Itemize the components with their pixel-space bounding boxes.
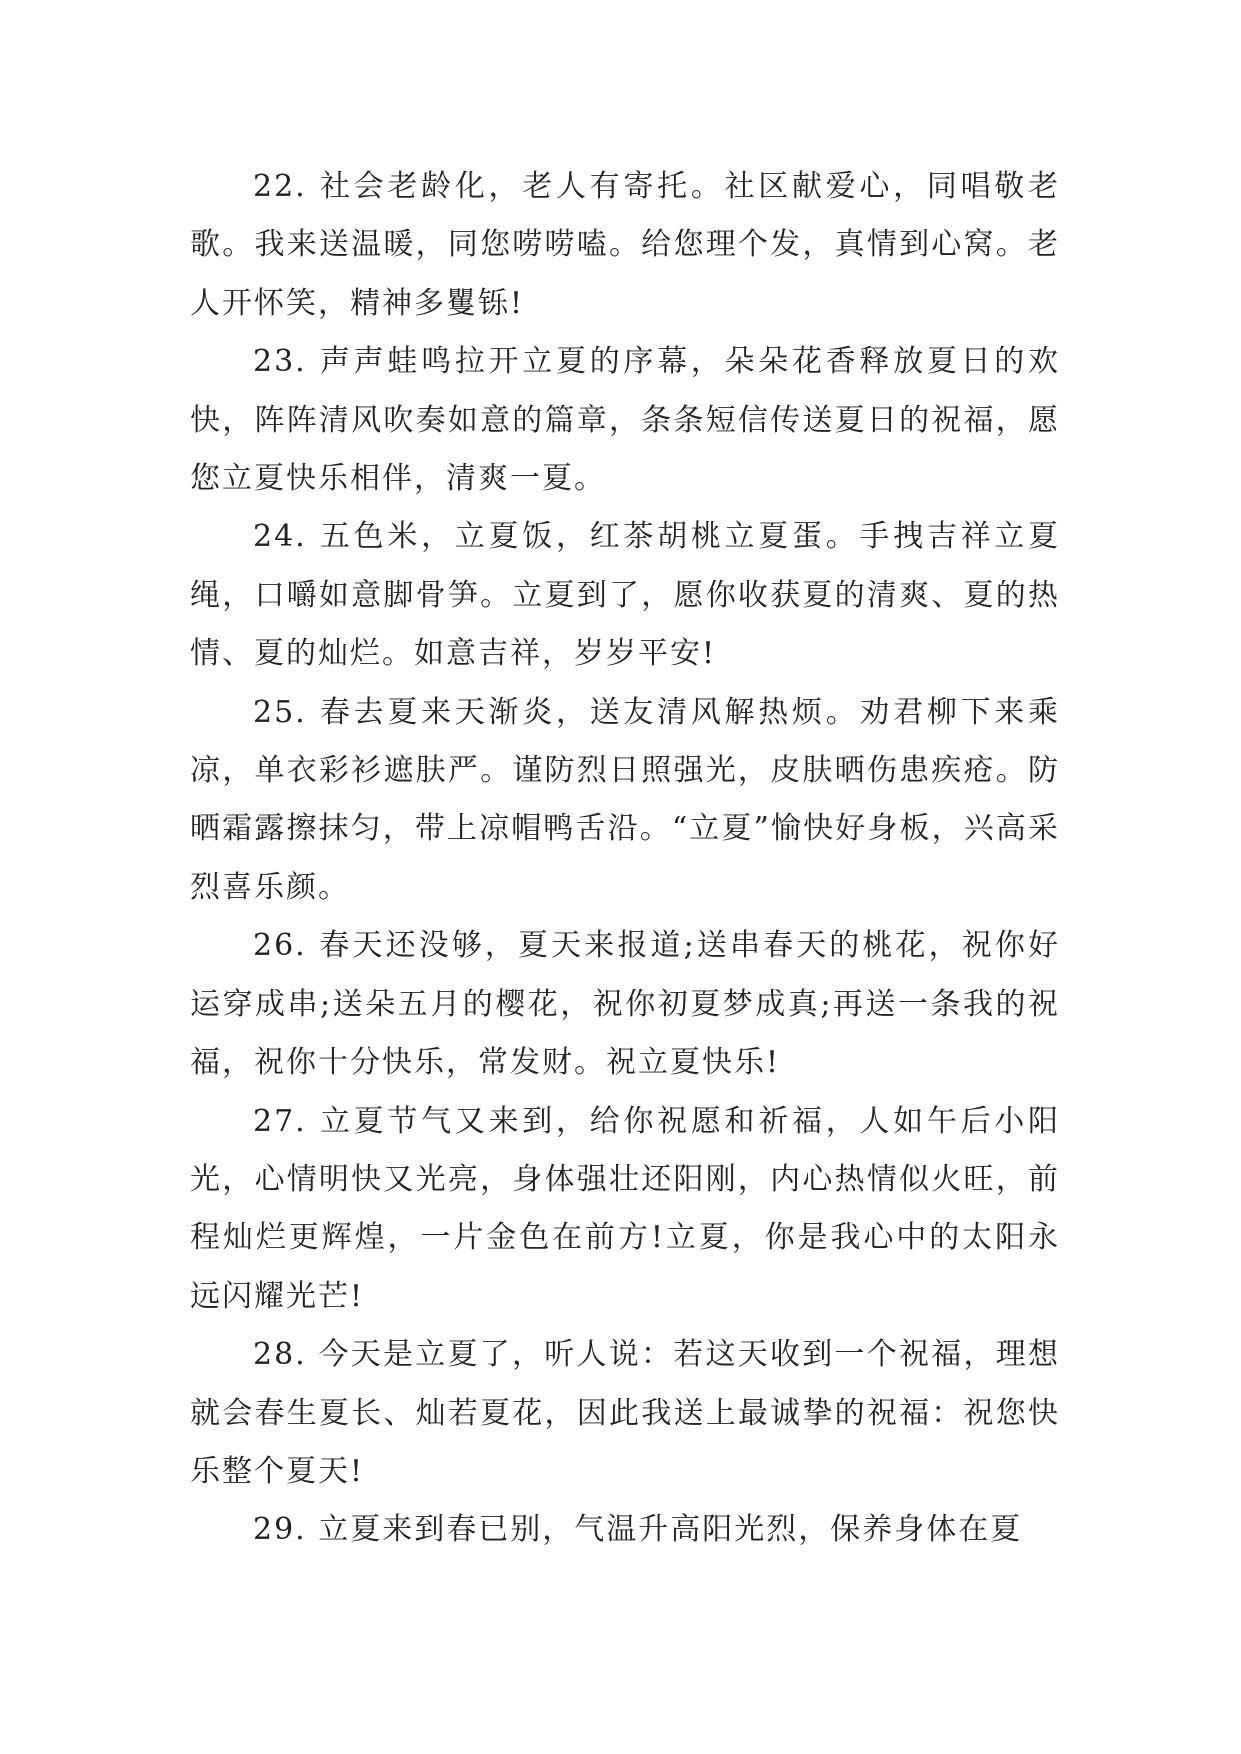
- paragraph-27: 27. 立夏节气又来到，给你祝愿和祈福，人如午后小阳光，心情明快又光亮，身体强壮还阳刚，内心热情似火旺，前程灿烂更辉煌，一片金色在前方!立夏，你是我心中的太阳永远闪耀光芒!: [190, 1103, 1060, 1314]
- paragraph-28: 28. 今天是立夏了，听人说：若这天收到一个祝福，理想就会春生夏长、灿若夏花，因此我送上最诚挚的祝福：祝您快乐整个夏天!: [190, 1337, 1060, 1489]
- paragraph-25: 25. 春去夏来天渐炎，送友清风解热烦。劝君柳下来乘凉，单衣彩衫遮肤严。谨防烈日照强光，皮肤晒伤患疾疮。防晒霜露擦抹匀，带上凉帽鸭舌沿。“立夏”愉快好身板，兴高采烈喜乐颜。: [190, 694, 1060, 905]
- document-body: [190, 158, 1060, 1560]
- paragraph-26: 26. 春天还没够，夏天来报道;送串春天的桃花，祝你好运穿成串;送朵五月的樱花，祝你初夏梦成真;再送一条我的祝福，祝你十分快乐，常发财。祝立夏快乐!: [190, 928, 1060, 1081]
- paragraph-29: 29. 立夏来到春已别，气温升高阳光烈，保养身体在夏: [253, 1512, 1023, 1548]
- paragraph-22: 22. 社会老龄化，老人有寄托。社区献爱心，同唱敬老歌。我来送温暖，同您唠唠嗑。给您理个发，真情到心窝。老人开怀笑，精神多矍铄!: [190, 169, 1060, 321]
- paragraph-24: 24. 五色米，立夏饭，红茶胡桃立夏蛋。手拽吉祥立夏绳，口嚼如意脚骨笋。立夏到了，愿你收获夏的清爽、夏的热情、夏的灿烂。如意吉祥，岁岁平安!: [190, 519, 1060, 672]
- paragraph-23: 23. 声声蛙鸣拉开立夏的序幕，朵朵花香释放夏日的欢快，阵阵清风吹奏如意的篇章，条条短信传送夏日的祝福，愿您立夏快乐相伴，清爽一夏。: [190, 344, 1060, 497]
